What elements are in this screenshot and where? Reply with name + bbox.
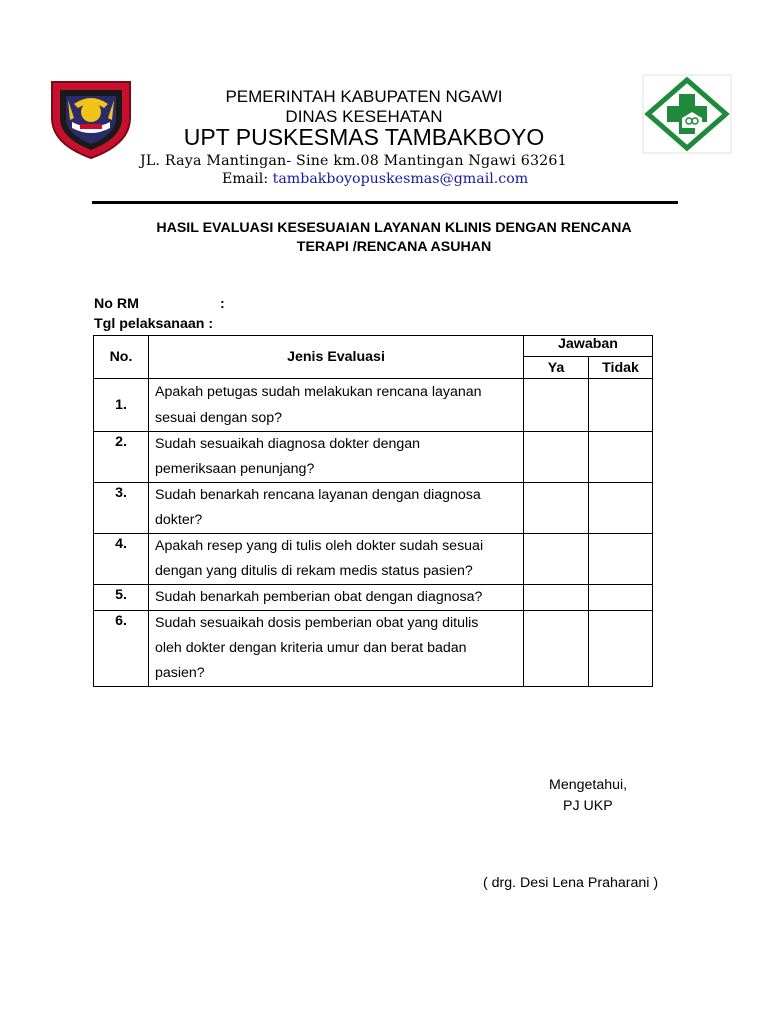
header-institution: UPT PUSKESMAS TAMBAKBOYO [183,124,545,150]
tgl-label: Tgl pelaksanaan : [94,316,214,332]
row-question [149,585,524,611]
no-rm-colon: : [220,296,225,312]
table-row [94,483,653,534]
header-government: PEMERINTAH KABUPATEN NGAWI [225,87,503,106]
row-number: 6. [94,611,149,687]
col-header-jawaban: Jawaban [524,336,653,357]
question-line: dokter? [155,512,203,528]
title-line-1: HASIL EVALUASI KESESUAIAN LAYANAN KLINIS DENGAN RENCANA [156,220,632,236]
answer-tidak-cell[interactable] [589,432,653,483]
evaluation-table [93,335,653,687]
row-number: 1. [94,379,149,432]
signature-role: PJ UKP [563,798,613,814]
question-line: Sudah sesuaikah dosis pemberian obat yang ditulis [155,615,479,631]
title-line-2: TERAPI /RENCANA ASUHAN [296,239,492,255]
table-row [94,379,653,432]
row-number: 5. [94,585,149,611]
question-line: pemeriksaan penunjang? [155,461,315,477]
header-email-line [222,171,528,187]
answer-ya-cell[interactable] [524,379,589,432]
header-department: DINAS KESEHATAN [285,107,443,126]
row-question [149,611,524,687]
col-header-tidak: Tidak [589,357,653,379]
header-divider [92,201,678,204]
no-rm-label: No RM [94,296,139,312]
email-label: Email: [222,171,269,187]
col-header-ya: Ya [524,357,589,379]
answer-tidak-cell[interactable] [589,379,653,432]
table-row [94,585,653,611]
answer-ya-cell[interactable] [524,483,589,534]
answer-ya-cell[interactable] [524,432,589,483]
question-line: Sudah benarkah rencana layanan dengan diagnosa [155,487,481,503]
row-number: 3. [94,483,149,534]
no-rm-field [94,296,225,312]
header-address: JL. Raya Mantingan- Sine km.08 Mantingan Ngawi 63261 [140,153,567,169]
table-row [94,611,653,687]
answer-tidak-cell[interactable] [589,611,653,687]
tgl-pelaksanaan-field [94,316,213,332]
table-header-row [94,336,653,357]
signature-name: ( drg. Desi Lena Praharani ) [483,875,659,891]
answer-ya-cell[interactable] [524,585,589,611]
question-line: Apakah resep yang di tulis oleh dokter sudah sesuai [155,538,484,554]
table-row [94,432,653,483]
answer-tidak-cell[interactable] [589,534,653,585]
question-line: dengan yang ditulis di rekam medis status pasien? [155,563,473,579]
question-line: Sudah sesuaikah diagnosa dokter dengan [155,436,421,452]
question-line: Sudah benarkah pemberian obat dengan diagnosa? [155,589,483,605]
table-row [94,534,653,585]
answer-ya-cell[interactable] [524,611,589,687]
row-question [149,379,524,432]
col-header-no: No. [94,336,149,379]
row-number: 2. [94,432,149,483]
row-question [149,432,524,483]
question-line: Apakah petugas sudah melakukan rencana layanan [155,384,482,400]
question-line: oleh dokter dengan kriteria umur dan berat badan [155,640,467,656]
answer-ya-cell[interactable] [524,534,589,585]
row-number: 4. [94,534,149,585]
document-title [94,219,694,257]
question-line: sesuai dengan sop? [155,410,283,426]
answer-tidak-cell[interactable] [589,585,653,611]
question-line: pasien? [155,665,205,681]
row-question [149,534,524,585]
signature-acknowledged: Mengetahui, [549,777,628,793]
email-address: tambakboyopuskesmas@gmail.com [272,171,529,187]
row-question [149,483,524,534]
answer-tidak-cell[interactable] [589,483,653,534]
col-header-jenis: Jenis Evaluasi [149,336,524,379]
